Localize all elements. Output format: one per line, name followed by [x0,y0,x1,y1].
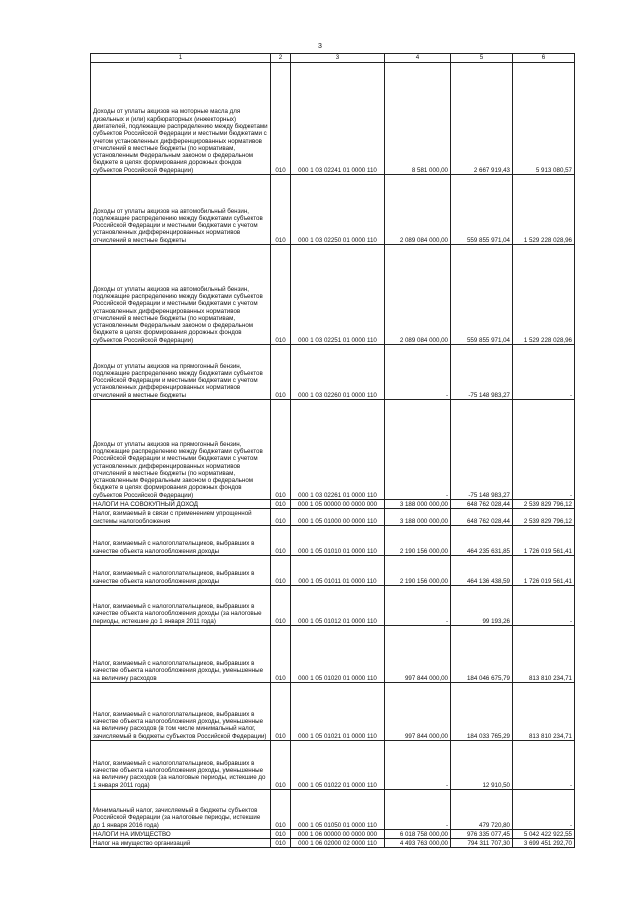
row-code-cell: 010 [271,830,291,839]
row-rest-cell: 1 726 019 561,41 [513,556,575,586]
row-code-cell: 010 [271,345,291,400]
row-plan-cell: - [385,741,451,790]
row-rest-cell: - [513,790,575,830]
table-row [91,500,575,509]
row-exec-cell: 648 762 028,44 [451,500,513,509]
row-name-cell: Налог, взимаемый с налогоплательщиков, выбравших в качестве объекта налогообложения доходы (за налоговые периоды, истекшие до 1 января 2011 года) [91,586,271,626]
row-kbk-cell: 000 1 05 01022 01 0000 110 [291,741,385,790]
row-name-cell: Налог, взимаемый в связи с применением упрощенной системы налогообложения [91,509,271,526]
row-plan-cell: 8 581 000,00 [385,63,451,175]
row-name-cell: Налог на имущество организаций [91,839,271,848]
row-kbk-cell: 000 1 06 02000 02 0000 110 [291,839,385,848]
row-plan-cell: 997 844 000,00 [385,683,451,741]
row-rest-cell: 5 913 080,57 [513,63,575,175]
row-rest-cell: 1 529 228 028,96 [513,175,575,245]
row-kbk-cell: 000 1 05 01012 01 0000 110 [291,586,385,626]
row-exec-cell: 479 720,80 [451,790,513,830]
row-name-cell: Доходы от уплаты акцизов на прямогонный бензин, подлежащие распределению между бюджетами субъектов Российской Федерации и местными бюджетами с учетом установленных дифференцированных нормативов отчислений в местные бюджеты [91,345,271,400]
header-row [91,54,575,63]
row-plan-cell: 997 844 000,00 [385,626,451,683]
row-exec-cell: 184 033 765,29 [451,683,513,741]
header-col-1: 1 [91,54,271,63]
row-exec-cell: 794 311 707,30 [451,839,513,848]
row-name-cell: Налог, взимаемый с налогоплательщиков, выбравших в качестве объекта налогообложения доходы, уменьшенные на величину расходов [91,626,271,683]
table-row [91,63,575,175]
row-plan-cell: 2 190 156 000,00 [385,556,451,586]
row-rest-cell: 3 699 451 292,70 [513,839,575,848]
row-exec-cell: 464 136 438,59 [451,556,513,586]
table-row [91,345,575,400]
row-exec-cell: 648 762 028,44 [451,509,513,526]
table-body [91,63,575,848]
row-plan-cell: - [385,790,451,830]
table-row [91,509,575,526]
table-row [91,586,575,626]
table-row [91,526,575,556]
row-kbk-cell: 000 1 05 01000 00 0000 110 [291,509,385,526]
row-exec-cell: -75 148 983,27 [451,400,513,500]
row-rest-cell: 813 810 234,71 [513,626,575,683]
row-code-cell: 010 [271,63,291,175]
row-name-cell: Доходы от уплаты акцизов на автомобильный бензин, подлежащие распределению между бюджетами субъектов Российской Федерации и местными бюджетами с учетом установленных дифференцированных нормативов отчислений в местные бюджеты (по нормативам, установленным Федеральным законом о федеральном бюджете в целях формирования дорожных фондов субъектов Российской Федерации) [91,245,271,345]
row-plan-cell: 2 089 084 000,00 [385,175,451,245]
row-kbk-cell: 000 1 03 02260 01 0000 110 [291,345,385,400]
row-plan-cell: 6 018 758 000,00 [385,830,451,839]
row-exec-cell: 464 235 631,85 [451,526,513,556]
row-exec-cell: 12 910,50 [451,741,513,790]
row-name-cell: Налог, взимаемый с налогоплательщиков, выбравших в качестве объекта налогообложения доходы, уменьшенные на величину расходов (в том числе минимальный налог, зачисляемый в бюджеты субъектов Российской Федерации) [91,683,271,741]
header-col-4: 4 [385,54,451,63]
row-plan-cell: - [385,400,451,500]
row-name-cell: НАЛОГИ НА СОВОКУПНЫЙ ДОХОД [91,500,271,509]
header-col-2: 2 [271,54,291,63]
row-rest-cell: 2 539 829 796,12 [513,500,575,509]
table-row [91,741,575,790]
row-code-cell: 010 [271,586,291,626]
row-rest-cell: 813 810 234,71 [513,683,575,741]
row-code-cell: 010 [271,500,291,509]
table-row [91,245,575,345]
row-plan-cell: 3 188 000 000,00 [385,500,451,509]
row-name-cell: Налог, взимаемый с налогоплательщиков, выбравших в качестве объекта налогообложения доходы, уменьшенные на величину расходов (за налоговые периоды, истекшие до 1 января 2011 года) [91,741,271,790]
row-plan-cell: 4 493 763 000,00 [385,839,451,848]
row-code-cell: 010 [271,175,291,245]
row-exec-cell: -75 148 983,27 [451,345,513,400]
row-code-cell: 010 [271,400,291,500]
row-code-cell: 010 [271,245,291,345]
row-kbk-cell: 000 1 05 01021 01 0000 110 [291,683,385,741]
header-col-3: 3 [291,54,385,63]
row-exec-cell: 559 855 971,04 [451,245,513,345]
row-name-cell: Доходы от уплаты акцизов на автомобильный бензин, подлежащие распределению между бюджетами субъектов Российской Федерации и местными бюджетами с учетом установленных дифференцированных нормативов отчислений в местные бюджеты [91,175,271,245]
row-kbk-cell: 000 1 03 02261 01 0000 110 [291,400,385,500]
row-rest-cell: - [513,345,575,400]
row-plan-cell: 2 190 156 000,00 [385,526,451,556]
row-name-cell: Доходы от уплаты акцизов на моторные масла для дизельных и (или) карбюраторных (инжекторных) двигателей, подлежащие распределению между бюджетами субъектов Российской Федерации и местными бюджетами с учетом установленных дифференцированных нормативов отчислений в местные бюджеты (по нормативам, установленным Федеральным законом о федеральном бюджете в целях формирования дорожных фондов субъектов Российской Федерации) [91,63,271,175]
header-col-5: 5 [451,54,513,63]
row-kbk-cell: 000 1 05 01020 01 0000 110 [291,626,385,683]
row-exec-cell: 559 855 971,04 [451,175,513,245]
row-kbk-cell: 000 1 05 01011 01 0000 110 [291,556,385,586]
row-name-cell: Налог, взимаемый с налогоплательщиков, выбравших в качестве объекта налогообложения доходы [91,556,271,586]
table-row [91,683,575,741]
table-row [91,830,575,839]
row-rest-cell: - [513,741,575,790]
row-name-cell: Минимальный налог, зачисляемый в бюджеты субъектов Российской Федерации (за налоговые периоды, истекшие до 1 января 2016 года) [91,790,271,830]
row-exec-cell: 2 667 919,43 [451,63,513,175]
table-row [91,790,575,830]
row-exec-cell: 184 046 675,79 [451,626,513,683]
header-col-6: 6 [513,54,575,63]
row-code-cell: 010 [271,790,291,830]
row-name-cell: Доходы от уплаты акцизов на прямогонный бензин, подлежащие распределению между бюджетами субъектов Российской Федерации и местными бюджетами с учетом установленных дифференцированных нормативов отчислений в местные бюджеты (по нормативам, установленным Федеральным законом о федеральном бюджете в целях формирования дорожных фондов субъектов Российской Федерации) [91,400,271,500]
page-number: 3 [318,43,322,50]
row-kbk-cell: 000 1 03 02250 01 0000 110 [291,175,385,245]
row-rest-cell: 2 539 829 796,12 [513,509,575,526]
row-code-cell: 010 [271,839,291,848]
row-exec-cell: 99 193,26 [451,586,513,626]
row-kbk-cell: 000 1 05 00000 00 0000 000 [291,500,385,509]
row-code-cell: 010 [271,509,291,526]
row-code-cell: 010 [271,556,291,586]
row-code-cell: 010 [271,526,291,556]
row-kbk-cell: 000 1 05 01010 01 0000 110 [291,526,385,556]
row-name-cell: НАЛОГИ НА ИМУЩЕСТВО [91,830,271,839]
row-code-cell: 010 [271,626,291,683]
row-plan-cell: - [385,345,451,400]
table-row [91,839,575,848]
row-rest-cell: - [513,586,575,626]
row-name-cell: Налог, взимаемый с налогоплательщиков, выбравших в качестве объекта налогообложения доходы [91,526,271,556]
row-rest-cell: - [513,400,575,500]
table-row [91,175,575,245]
row-code-cell: 010 [271,741,291,790]
row-rest-cell: 1 726 019 561,41 [513,526,575,556]
row-exec-cell: 976 335 077,45 [451,830,513,839]
row-plan-cell: - [385,586,451,626]
revenue-table [90,53,575,848]
row-rest-cell: 5 042 422 922,55 [513,830,575,839]
row-kbk-cell: 000 1 03 02251 01 0000 110 [291,245,385,345]
table-row [91,626,575,683]
row-plan-cell: 3 188 000 000,00 [385,509,451,526]
row-kbk-cell: 000 1 05 01050 01 0000 110 [291,790,385,830]
row-code-cell: 010 [271,683,291,741]
row-kbk-cell: 000 1 06 00000 00 0000 000 [291,830,385,839]
table-row [91,400,575,500]
row-kbk-cell: 000 1 03 02241 01 0000 110 [291,63,385,175]
row-rest-cell: 1 529 228 028,96 [513,245,575,345]
table-row [91,556,575,586]
row-plan-cell: 2 089 084 000,00 [385,245,451,345]
